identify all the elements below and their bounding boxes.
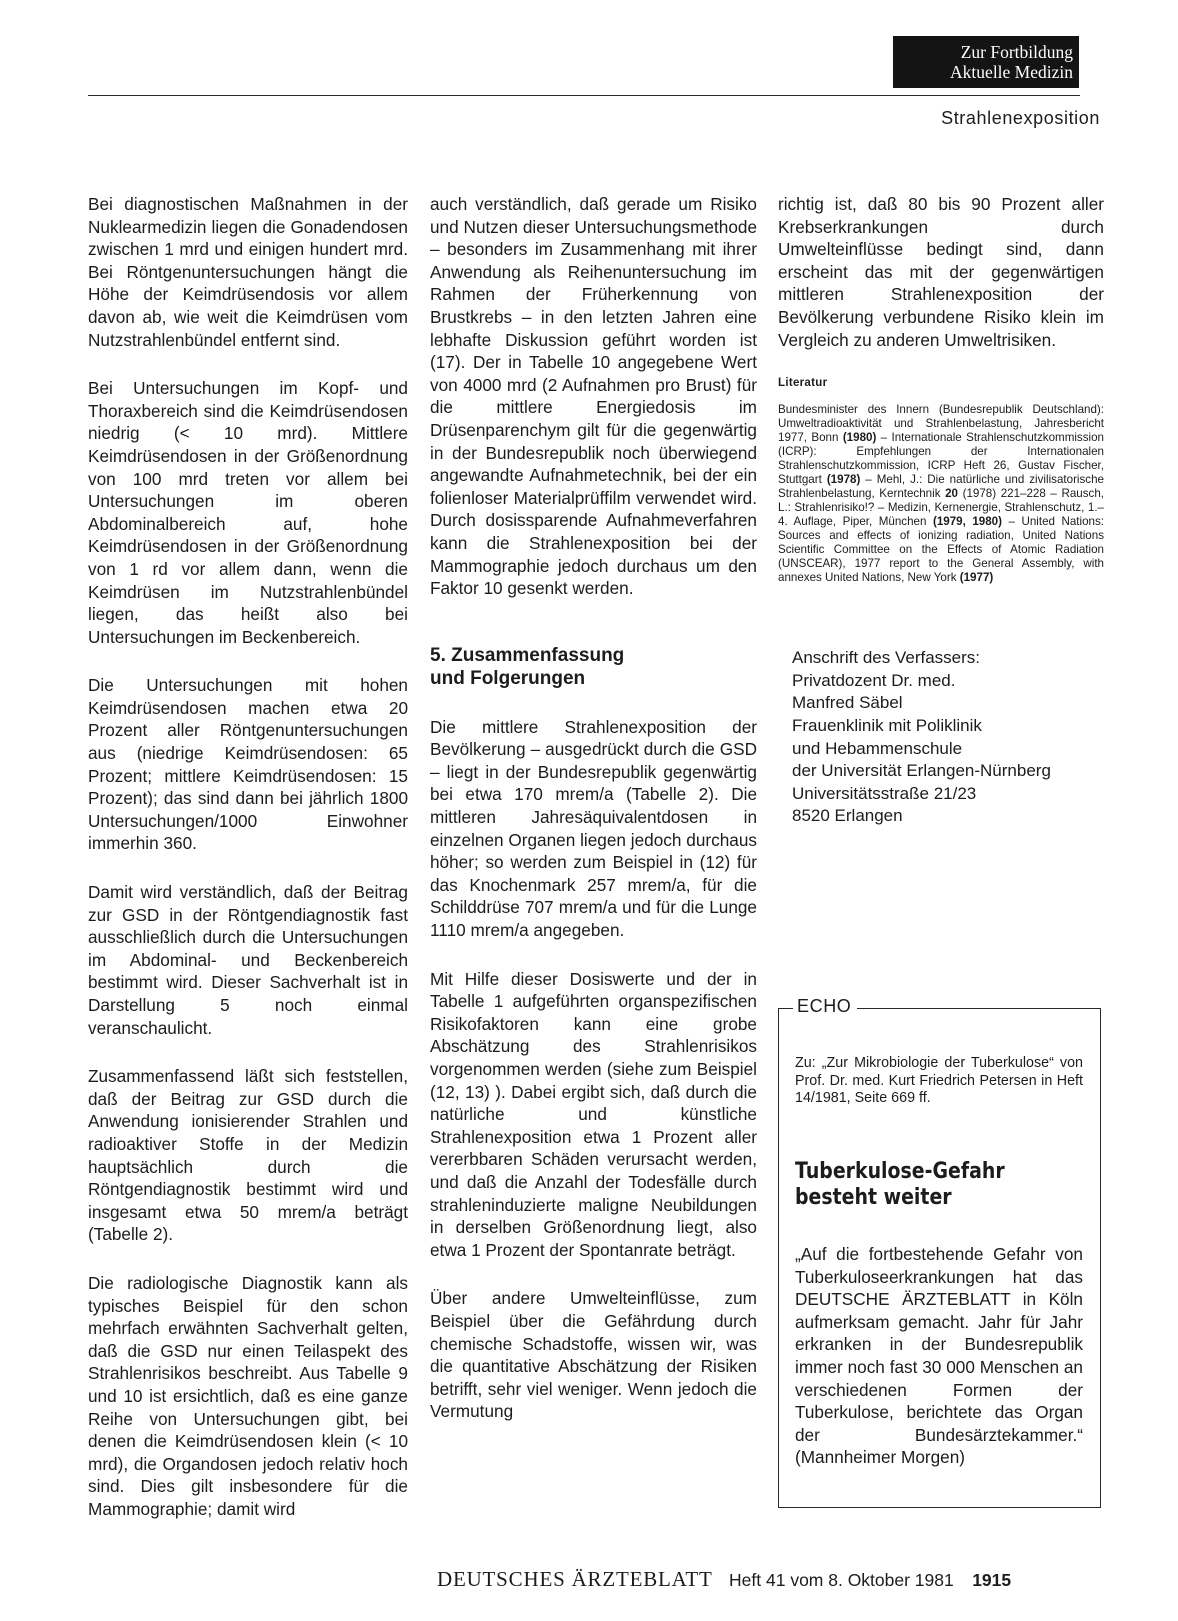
address-line: und Hebammenschule — [792, 738, 963, 758]
header-rule — [88, 95, 1080, 96]
echo-label: ECHO — [793, 996, 857, 1017]
references-text — [778, 403, 1104, 585]
page-number: 1915 — [972, 1570, 1012, 1590]
ref-text: – United Nations: Sources and effects of ionizing radiation, United Nations Scientific Committee on the Effects of Atomic Radiation (UNSCEAR), 1977 report to the General Assembly, with annexes United Nations, New York — [778, 515, 1105, 585]
address-line: Frauenklinik mit Poliklinik — [792, 715, 982, 735]
ref-year: (1980) — [842, 431, 877, 445]
echo-quote: „Auf die fortbestehende Gefahr von Tuberkuloseerkrankungen hat das DEUTSCHE ÄRZTEBLATT in Köln aufmerksam gemacht. Jahr für Jahr erkranken in der Bundesrepublik immer noch fast 30 000 Menschen an verschiedenen Formen der Tuberkulose, berichtete das Organ der Bundesärztekammer.“ (Mannheimer Morgen) — [795, 1244, 1083, 1468]
paragraph: Bei diagnostischen Maßnahmen in der Nuklearmedizin liegen die Gonadendosen zwischen 1 mrd und einigen hundert mrd. Bei Röntgenuntersuchungen hängt die Höhe der Keimdrüsendosis vor allem davon ab, wie weit die Keimdrüsen vom Nutzstrahlenbündel entfernt sind. — [88, 194, 408, 350]
page-footer — [437, 1567, 1011, 1592]
section-title: Strahlenexposition — [941, 108, 1100, 128]
ref-year: (1978) — [826, 473, 861, 487]
ref-year: (1977) — [959, 571, 994, 585]
ref-text: (1978) 221–228 – Rausch, L.: Strahlenrisiko!? – Medizin, Kernenergie, Strahlenschutz, 1.–4. Auflage, Piper, München — [778, 487, 1104, 529]
references-heading: Literatur — [778, 377, 828, 390]
echo-reference: Zu: „Zur Mikrobiologie der Tuberkulose“ von Prof. Dr. med. Kurt Friedrich Petersen in Heft 14/1981, Seite 669 ff. — [795, 1055, 1083, 1106]
paragraph: Über andere Umwelteinflüsse, zum Beispiel über die Gefährdung durch chemische Schadstoffe, wissen wir, was die quantitative Abschätzung der Risiken betrifft, sehr viel weniger. Wenn jedoch die Vermutung — [430, 1288, 757, 1422]
paragraph: Damit wird verständlich, daß der Beitrag zur GSD in der Röntgendiagnostik fast ausschließlich durch die Untersuchungen im Abdominal- und Beckenbereich bestimmt wird. Dieser Sachverhalt ist in Darstellung 5 noch einmal veranschaulicht. — [88, 882, 408, 1038]
heading-line-1: 5. Zusammenfassung — [430, 644, 625, 666]
address-line: Manfred Säbel — [792, 693, 903, 713]
address-line: Privatdozent Dr. med. — [792, 670, 956, 690]
address-line: Anschrift des Verfassers: — [792, 648, 981, 668]
paragraph: Die Untersuchungen mit hohen Keimdrüsendosen machen etwa 20 Prozent aller Röntgenuntersuchungen aus (niedrige Keimdrüsendosen: 65 Prozent; mittlere Keimdrüsendosen: 15 Prozent); das sind dann bei jährlich 1800 Untersuchungen/1000 Einwohner immerhin 360. — [88, 675, 408, 854]
rubric-line-1: Zur Fortbildung — [960, 42, 1073, 62]
echo-headline-line-2: besteht weiter — [795, 1185, 952, 1210]
paragraph: Mit Hilfe dieser Dosiswerte und der in Tabelle 1 aufgeführten organspezifischen Risikofaktoren kann eine grobe Abschätzung des Strahlenrisikos vorgenommen werden (siehe zum Beispiel (12, 13) ). Dabei ergibt sich, daß durch die natürliche und künstliche Strahlenexposition etwa 1 Prozent aller vererbbaren Schäden verursacht werden, und daß die Anzahl der Todesfälle durch strahleninduzierte maligne Neubildungen in derselben Größenordnung liegt, also etwa 1 Prozent der Spontanrate beträgt. — [430, 968, 757, 1260]
author-address — [792, 647, 1104, 828]
address-line: der Universität Erlangen-Nürnberg — [792, 761, 1051, 781]
echo-box — [778, 996, 1101, 1508]
ref-text: – Mehl, J.: Die natürliche und zivilisatorische Strahlenbelastung, Kerntechnik — [778, 473, 1104, 501]
ref-text: – Internationale Strahlenschutzkommission (ICRP): Empfehlungen der Internationalen Strahlenschutzkommission, ICRP Heft 26, Gustav Fischer, Stuttgart — [778, 431, 1104, 487]
echo-headline — [795, 1159, 1043, 1211]
paragraph: auch verständlich, daß gerade um Risiko und Nutzen dieser Untersuchungsmethode – besonders im Zusammenhang mit ihrer Anwendung als Reihenuntersuchung im Rahmen der Früherkennung von Brustkrebs – in den letzten Jahren eine lebhafte Diskussion geführt worden ist (17). Der in Tabelle 10 angegebene Wert von 4000 mrd (2 Aufnahmen pro Brust) für die mittlere Energiedosis im Drüsenparenchym gilt für die gegenwärtig in der Bundesrepublik noch überwiegend angewandte Aufnahmetechnik, bei der ein folienloser Materialprüffilm verwendet wird. Durch dosissparende Aufnahmeverfahren kann die Strahlenexposition bei der Mammographie jedoch durchaus um den Faktor 10 gesenkt werden. — [430, 194, 757, 599]
section-heading — [430, 644, 757, 690]
column-3 — [778, 193, 1104, 828]
issue-info: Heft 41 vom 8. Oktober 1981 — [729, 1570, 954, 1590]
column-1 — [88, 193, 408, 1546]
ref-volume: 20 — [945, 487, 958, 501]
paragraph: Die mittlere Strahlenexposition der Bevölkerung – ausgedrückt durch die GSD – liegt in der Bundesrepublik gegenwärtig bei etwa 170 mrem/a (Tabelle 2). Die mittleren Jahresäquivalentdosen in einzelnen Organen liegen jedoch durchaus höher; so werden zum Beispiel in (12) für das Knochenmark 257 mrem/a, für die Schilddrüse 707 mrem/a und für die Lunge 1110 mrem/a angegeben. — [430, 716, 757, 941]
paragraph: Bei Untersuchungen im Kopf- und Thoraxbereich sind die Keimdrüsendosen niedrig (< 10 mrd). Mittlere Keimdrüsendosen in der Größenordnung von 100 mrd treten vor allem bei Untersuchungen im oberen Abdominalbereich auf, hohe Keimdrüsendosen in der Größenordnung von 1 rd vor allem dann, wenn die Keimdrüsen im Nutzstrahlenbündel liegen, das heißt also bei Untersuchungen im Beckenbereich. — [88, 378, 408, 647]
rubric-line-2: Aktuelle Medizin — [950, 62, 1073, 82]
rubric-badge — [893, 36, 1079, 88]
paragraph: Zusammenfassend läßt sich feststellen, daß der Beitrag zur GSD durch die Anwendung ionisierender Strahlen und radioaktiver Stoffe in der Medizin hauptsächlich durch die Röntgendiagnostik bestimmt wird und insgesamt etwa 50 mrem/a beträgt (Tabelle 2). — [88, 1066, 408, 1245]
journal-name: DEUTSCHES ÄRZTEBLATT — [437, 1567, 713, 1591]
heading-line-2: und Folgerungen — [430, 667, 586, 689]
paragraph: richtig ist, daß 80 bis 90 Prozent aller Krebserkrankungen durch Umwelteinflüsse bedingt sind, dann erscheint das mit der gegenwärtigen mittleren Strahlenexposition der Bevölkerung verbundene Risiko klein im Vergleich zu anderen Umweltrisiken. — [778, 194, 1104, 350]
address-line: Universitätsstraße 21/23 — [792, 783, 977, 803]
ref-year: (1979, 1980) — [932, 515, 1002, 529]
column-2 — [430, 193, 757, 1449]
address-line: 8520 Erlangen — [792, 806, 903, 826]
ref-text: Bundesminister des Innern (Bundesrepublik Deutschland): Umweltradioaktivität und Strahlenbelastung, Jahresbericht 1977, Bonn — [778, 403, 1104, 445]
paragraph: Die radiologische Diagnostik kann als typisches Beispiel für den schon mehrfach erwähnten Sachverhalt gelten, daß die GSD nur einen Teilaspekt des Strahlenrisikos beschreibt. Aus Tabelle 9 und 10 ist ersichtlich, daß es eine ganze Reihe von Untersuchungen gibt, bei denen die Keimdrüsendosen klein (< 10 mrd), die Organdosen jedoch relativ hoch sind. Dies gilt insbesondere für die Mammographie; damit wird — [88, 1272, 408, 1519]
echo-headline-line-1: Tuberkulose-Gefahr — [795, 1159, 1005, 1184]
